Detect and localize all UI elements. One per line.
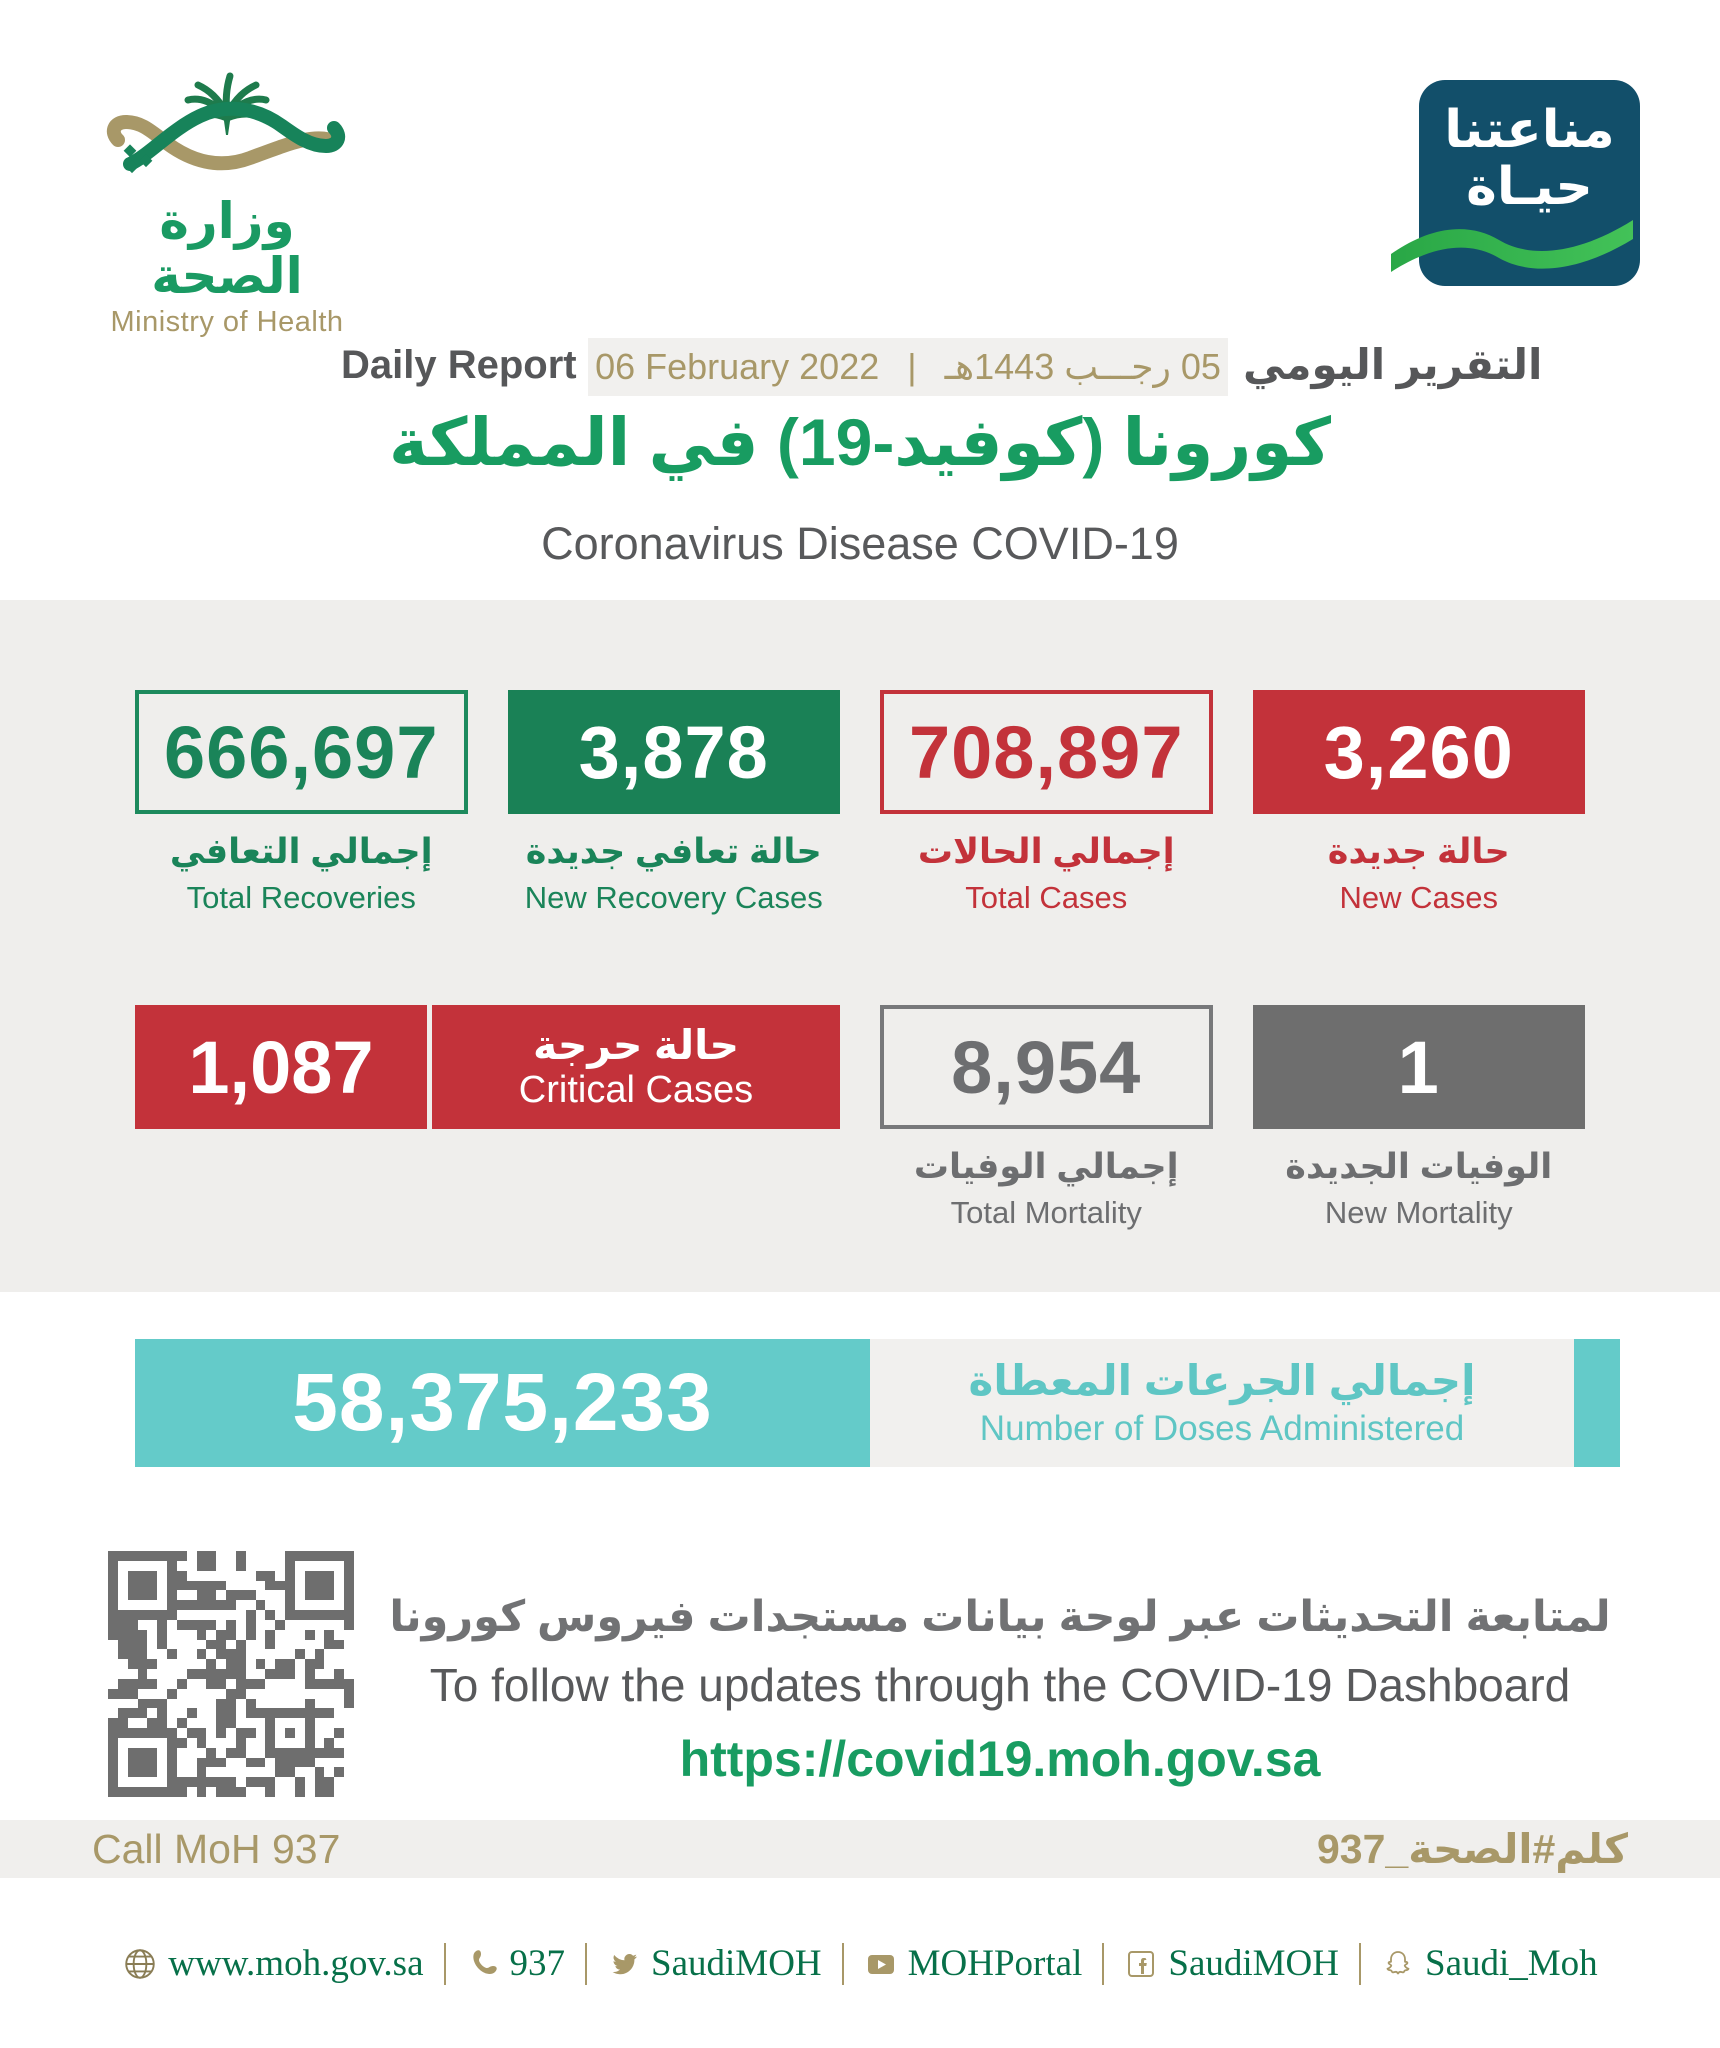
- stat-label-ar: إجمالي الوفيات: [913, 1147, 1179, 1186]
- stat-box: [1253, 690, 1586, 814]
- stat-value: 1,087: [135, 1005, 427, 1129]
- footer-separator: [842, 1943, 844, 1985]
- stat-label-ar: حالة حرجة: [532, 1021, 740, 1068]
- dashboard-note: [380, 1592, 1620, 1788]
- footer-item-youtube[interactable]: [864, 1942, 1083, 1985]
- twitter-icon: [607, 1947, 641, 1981]
- report-header-bar: [0, 338, 1720, 396]
- call-moh-hashtag: كلم#الصحة_937: [1316, 1826, 1628, 1872]
- snapchat-icon: [1381, 1947, 1415, 1981]
- stat-label-ar: حالة تعافي جديدة: [525, 832, 822, 871]
- doses-value: 58,375,233: [292, 1357, 713, 1448]
- footer-separator: [585, 1943, 587, 1985]
- daily-report-label-en: Daily Report: [341, 343, 577, 387]
- stat-label-en: New Mortality: [1324, 1195, 1513, 1230]
- report-date-box: [588, 338, 1228, 396]
- stat-box: [508, 690, 841, 814]
- dashboard-note-en: To follow the updates through the COVID-19 Dashboard: [429, 1659, 1571, 1711]
- facebook-icon: [1124, 1947, 1158, 1981]
- daily-report-label-ar: التقرير اليومي: [1243, 341, 1543, 388]
- contact-band: [0, 1820, 1720, 1878]
- immunity-campaign-badge: [1419, 80, 1640, 286]
- stat-label-en: New Recovery Cases: [524, 880, 823, 915]
- footer-contacts: [0, 1942, 1720, 1985]
- stat-card-total-cases: [880, 690, 1213, 916]
- stat-label-ar: إجمالي التعافي: [169, 832, 433, 871]
- stat-card-total-mortality: [880, 1005, 1213, 1231]
- stat-box: [880, 1005, 1213, 1129]
- footer-item-phone[interactable]: [466, 1942, 566, 1985]
- stat-value: 1: [1397, 1025, 1440, 1109]
- phone-icon: [466, 1947, 500, 1981]
- date-hijri: 05 رجـــب 1443هـ: [944, 346, 1221, 387]
- stat-label-en: Critical Cases: [518, 1068, 754, 1111]
- youtube-icon: [864, 1947, 898, 1981]
- dashboard-note-ar: لمتابعة التحديثات عبر لوحة بيانات مستجدات فيروس كورونا: [389, 1593, 1611, 1641]
- stat-label-ar: حالة جديدة: [1327, 832, 1510, 871]
- date-divider: |: [907, 346, 917, 387]
- page-title-english: Coronavirus Disease COVID-19: [541, 518, 1179, 569]
- stat-card-new-recoveries: [508, 690, 841, 916]
- date-gregorian: 06 February 2022: [595, 346, 880, 387]
- badge-slogan: [1419, 102, 1640, 216]
- stat-card-new-cases: [1253, 690, 1586, 916]
- stats-row-1: [135, 690, 1585, 916]
- page-title-arabic: كورونا (كوفيد-19) في المملكة: [389, 405, 1331, 479]
- doses-label: [870, 1339, 1574, 1467]
- footer-label: www.moh.gov.sa: [168, 1943, 424, 1984]
- footer-label: SaudiMOH: [651, 1943, 822, 1984]
- dashboard-url-link[interactable]: https://covid19.moh.gov.sa: [679, 1731, 1321, 1787]
- stat-label-en: Total Cases: [965, 880, 1128, 915]
- statistics-panel: [0, 600, 1720, 1292]
- footer-label: MOHPortal: [907, 1943, 1083, 1984]
- stats-row-2: [135, 1005, 1585, 1231]
- stat-label-ar: الوفيات الجديدة: [1285, 1147, 1553, 1186]
- badge-slogan-line1: مناعتنا: [1444, 101, 1615, 159]
- qr-code: [108, 1551, 354, 1797]
- doses-administered-bar: [135, 1339, 1620, 1467]
- stat-value: 3,878: [578, 710, 769, 794]
- moh-logo-english: Ministry of Health: [110, 306, 344, 338]
- badge-wave-icon: [1391, 208, 1659, 274]
- stat-card-critical-cases: [135, 1005, 840, 1129]
- footer-label: Saudi_Moh: [1425, 1943, 1598, 1984]
- footer-separator: [1359, 1943, 1361, 1985]
- stat-value: 3,260: [1323, 710, 1514, 794]
- footer-separator: [444, 1943, 446, 1985]
- stat-label-ar: إجمالي الحالات: [917, 832, 1175, 871]
- footer-item-twitter[interactable]: [607, 1942, 822, 1985]
- stat-label-en: Total Recoveries: [186, 880, 416, 915]
- doses-label-en: Number of Doses Administered: [979, 1408, 1465, 1448]
- globe-icon: [122, 1946, 158, 1982]
- critical-cases-label: [432, 1005, 840, 1129]
- badge-slogan-line2: حيـاة: [1466, 158, 1593, 217]
- call-moh-label: Call MoH 937: [92, 1825, 341, 1872]
- footer-separator: [1102, 1943, 1104, 1985]
- stat-label-en: Total Mortality: [950, 1195, 1142, 1230]
- footer-item-facebook[interactable]: [1124, 1942, 1339, 1985]
- stat-card-total-recoveries: [135, 690, 468, 916]
- stat-label-en: New Cases: [1339, 880, 1498, 915]
- stat-value: 8,954: [951, 1025, 1142, 1109]
- stat-box: [1253, 1005, 1586, 1129]
- moh-emblem-icon: [88, 34, 366, 194]
- footer-item-website[interactable]: [122, 1942, 423, 1985]
- stat-value: 666,697: [164, 710, 439, 794]
- footer-label: 937: [509, 1943, 566, 1984]
- footer-item-snapchat[interactable]: [1381, 1942, 1598, 1985]
- moh-logo-arabic: وزارة الصحة: [151, 193, 303, 304]
- moh-logo: [88, 34, 366, 339]
- stat-box: [135, 690, 468, 814]
- doses-label-ar: إجمالي الجرعات المعطاة: [968, 1356, 1476, 1404]
- stat-value: 708,897: [909, 710, 1184, 794]
- footer-label: SaudiMOH: [1168, 1943, 1339, 1984]
- stat-box: [880, 690, 1213, 814]
- stat-card-new-mortality: [1253, 1005, 1586, 1231]
